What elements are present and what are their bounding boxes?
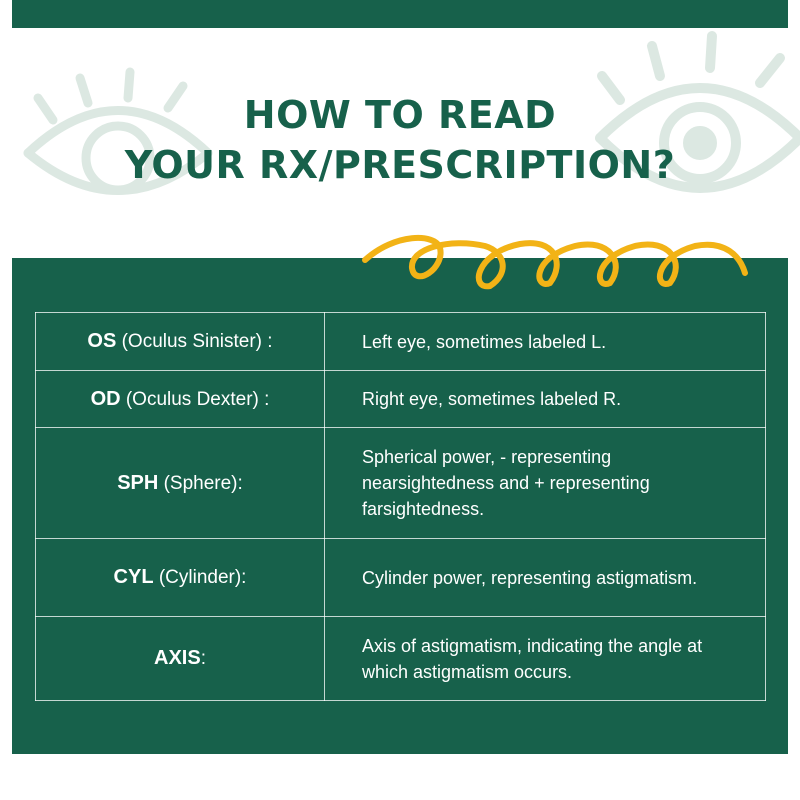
- title-line-1: HOW TO READ: [243, 93, 557, 137]
- term-full: :: [200, 648, 206, 669]
- term-full: (Oculus Sinister) :: [116, 331, 273, 352]
- term-abbr: SPH: [117, 471, 159, 494]
- definition-cell: Right eye, sometimes labeled R.: [325, 371, 766, 428]
- term-abbr: OD: [90, 387, 121, 410]
- term-full: (Sphere):: [158, 472, 243, 494]
- term-cell: [36, 428, 325, 539]
- term-cell: [36, 313, 325, 371]
- title-line-2: YOUR RX/PRESCRIPTION?: [124, 143, 676, 187]
- table-row: [36, 371, 766, 428]
- definition-cell: Axis of astigmatism, indicating the angle at which astigmatism occurs.: [325, 617, 766, 701]
- table-row: [36, 539, 766, 617]
- term-cell: [36, 617, 325, 701]
- page-title: [0, 90, 800, 190]
- definition-cell: Left eye, sometimes labeled L.: [325, 313, 766, 371]
- definition-cell: Spherical power, - representing nearsightedness and + representing farsightedness.: [325, 428, 766, 539]
- term-abbr: CYL: [113, 566, 154, 588]
- term-full: (Oculus Dexter) :: [120, 388, 270, 410]
- table-row: [36, 617, 766, 701]
- top-band: [12, 0, 788, 28]
- prescription-table: [35, 312, 766, 701]
- term-cell: [36, 539, 325, 617]
- squiggle-line: [360, 228, 750, 298]
- term-abbr: OS: [87, 330, 117, 352]
- term-cell: [36, 371, 325, 428]
- table-row: [36, 428, 766, 539]
- term-full: (Cylinder):: [153, 567, 247, 588]
- term-abbr: AXIS: [154, 647, 201, 669]
- table-row: [36, 313, 766, 371]
- definition-cell: Cylinder power, representing astigmatism.: [325, 539, 766, 617]
